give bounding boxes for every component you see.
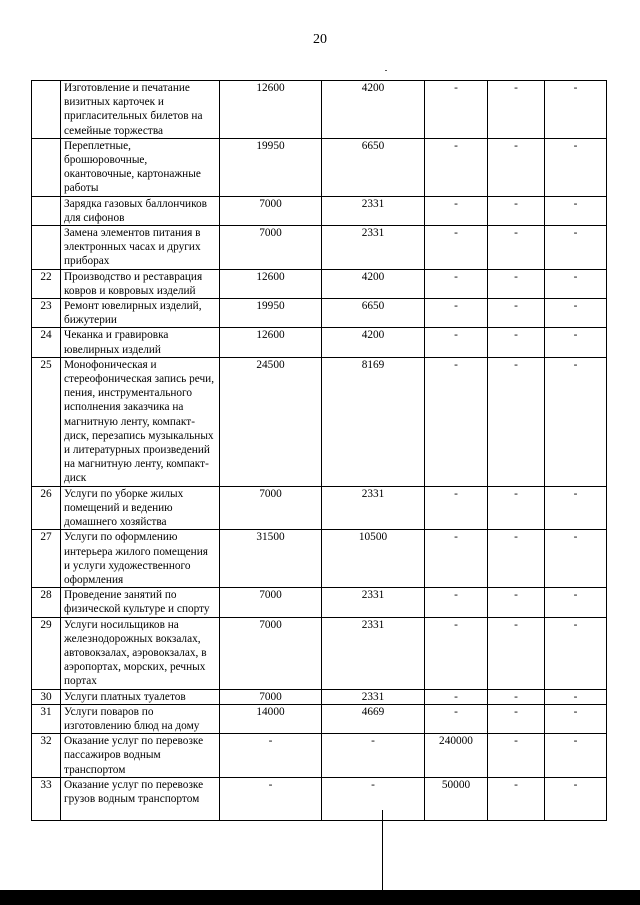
table-row [32,588,607,617]
value-col-1: 7000 [220,617,322,689]
value-col-5: - [545,617,607,689]
service-name: Услуги носильщиков на железнодорожных вокзалах, автовокзалах, аэровокзалах, в аэропортах, морских, речных портах [61,617,220,689]
value-col-1: 31500 [220,530,322,588]
value-col-3: - [425,226,488,270]
value-col-5: - [545,299,607,328]
table-row [32,196,607,225]
service-name: Производство и реставрация ковров и ковровых изделий [61,269,220,298]
value-col-4: - [488,299,545,328]
table-row [32,269,607,298]
service-name: Услуги платных туалетов [61,689,220,704]
row-number [32,196,61,225]
value-col-3: - [425,328,488,357]
service-name: Замена элементов питания в электронных часах и других приборах [61,226,220,270]
value-col-4: - [488,689,545,704]
table-row [32,81,607,139]
value-col-5: - [545,588,607,617]
service-name: Проведение занятий по физической культуре и спорту [61,588,220,617]
row-number: 29 [32,617,61,689]
value-col-4: - [488,530,545,588]
value-col-3: - [425,704,488,733]
value-col-4: - [488,777,545,820]
value-col-4: - [488,704,545,733]
service-name: Оказание услуг по перевозке грузов водным транспортом [61,777,220,820]
row-number: 30 [32,689,61,704]
value-col-2: 8169 [322,357,425,486]
service-name: Зарядка газовых баллончиков для сифонов [61,196,220,225]
row-number [32,138,61,196]
value-col-2: - [322,777,425,820]
value-col-3: - [425,196,488,225]
scan-artifact [385,70,387,71]
value-col-5: - [545,81,607,139]
row-number [32,226,61,270]
value-col-3: - [425,357,488,486]
value-col-4: - [488,138,545,196]
value-col-2: 6650 [322,299,425,328]
value-col-1: 12600 [220,269,322,298]
value-col-4: - [488,226,545,270]
service-name: Изготовление и печатание визитных карточек и пригласительных билетов на семейные торжества [61,81,220,139]
row-number: 32 [32,734,61,778]
service-name: Услуги поваров по изготовлению блюд на дому [61,704,220,733]
value-col-3: - [425,588,488,617]
table-row [32,777,607,820]
service-name: Ремонт ювелирных изделий, бижутерии [61,299,220,328]
table-row [32,530,607,588]
value-col-5: - [545,328,607,357]
value-col-5: - [545,689,607,704]
service-name: Услуги по уборке жилых помещений и ведению домашнего хозяйства [61,486,220,530]
value-col-1: - [220,734,322,778]
value-col-2: 4200 [322,328,425,357]
value-col-5: - [545,196,607,225]
value-col-1: 24500 [220,357,322,486]
service-name: Чеканка и гравировка ювелирных изделий [61,328,220,357]
value-col-2: 2331 [322,617,425,689]
value-col-2: 2331 [322,486,425,530]
value-col-5: - [545,486,607,530]
value-col-4: - [488,269,545,298]
value-col-1: 19950 [220,138,322,196]
value-col-2: 2331 [322,196,425,225]
value-col-4: - [488,357,545,486]
row-number: 28 [32,588,61,617]
service-name: Переплетные, брошюровочные, окантовочные, картонажные работы [61,138,220,196]
table-row [32,617,607,689]
table-row [32,357,607,486]
scan-edge-line [382,810,383,890]
value-col-2: 2331 [322,588,425,617]
value-col-1: 12600 [220,81,322,139]
value-col-5: - [545,777,607,820]
row-number: 26 [32,486,61,530]
row-number: 24 [32,328,61,357]
value-col-1: 7000 [220,588,322,617]
table-row [32,734,607,778]
table-row [32,328,607,357]
value-col-1: - [220,777,322,820]
value-col-5: - [545,138,607,196]
value-col-4: - [488,486,545,530]
row-number: 23 [32,299,61,328]
value-col-3: - [425,617,488,689]
value-col-3: - [425,689,488,704]
value-col-5: - [545,734,607,778]
table-row [32,704,607,733]
value-col-3: 50000 [425,777,488,820]
table-row [32,299,607,328]
value-col-4: - [488,328,545,357]
value-col-2: - [322,734,425,778]
row-number: 27 [32,530,61,588]
services-table [31,80,607,821]
value-col-2: 4200 [322,269,425,298]
value-col-2: 6650 [322,138,425,196]
table-body [32,81,607,821]
service-name: Монофоническая и стереофоническая запись речи, пения, инструментального исполнения заказчика на магнитную ленту, компакт-диск, перезапись музыкальных и литературных произведений на магнитную ленту, компакт-диск [61,357,220,486]
value-col-3: - [425,299,488,328]
table-row [32,689,607,704]
scan-bottom-edge [0,890,640,905]
value-col-4: - [488,81,545,139]
value-col-1: 19950 [220,299,322,328]
value-col-1: 7000 [220,226,322,270]
value-col-3: - [425,486,488,530]
row-number: 25 [32,357,61,486]
value-col-4: - [488,617,545,689]
value-col-5: - [545,269,607,298]
value-col-3: - [425,530,488,588]
value-col-4: - [488,588,545,617]
value-col-2: 2331 [322,689,425,704]
value-col-2: 4669 [322,704,425,733]
row-number: 22 [32,269,61,298]
table-row [32,486,607,530]
table-row [32,226,607,270]
value-col-5: - [545,357,607,486]
service-name: Услуги по оформлению интерьера жилого помещения и услуги художественного оформления [61,530,220,588]
value-col-3: 240000 [425,734,488,778]
value-col-1: 14000 [220,704,322,733]
value-col-3: - [425,138,488,196]
value-col-5: - [545,704,607,733]
value-col-1: 7000 [220,196,322,225]
row-number: 33 [32,777,61,820]
value-col-1: 12600 [220,328,322,357]
value-col-4: - [488,196,545,225]
row-number [32,81,61,139]
value-col-2: 2331 [322,226,425,270]
service-name: Оказание услуг по перевозке пассажиров водным транспортом [61,734,220,778]
value-col-5: - [545,530,607,588]
value-col-4: - [488,734,545,778]
page-number: 20 [313,32,327,47]
table-row [32,138,607,196]
value-col-3: - [425,81,488,139]
value-col-5: - [545,226,607,270]
value-col-1: 7000 [220,689,322,704]
value-col-2: 10500 [322,530,425,588]
row-number: 31 [32,704,61,733]
value-col-1: 7000 [220,486,322,530]
value-col-2: 4200 [322,81,425,139]
value-col-3: - [425,269,488,298]
